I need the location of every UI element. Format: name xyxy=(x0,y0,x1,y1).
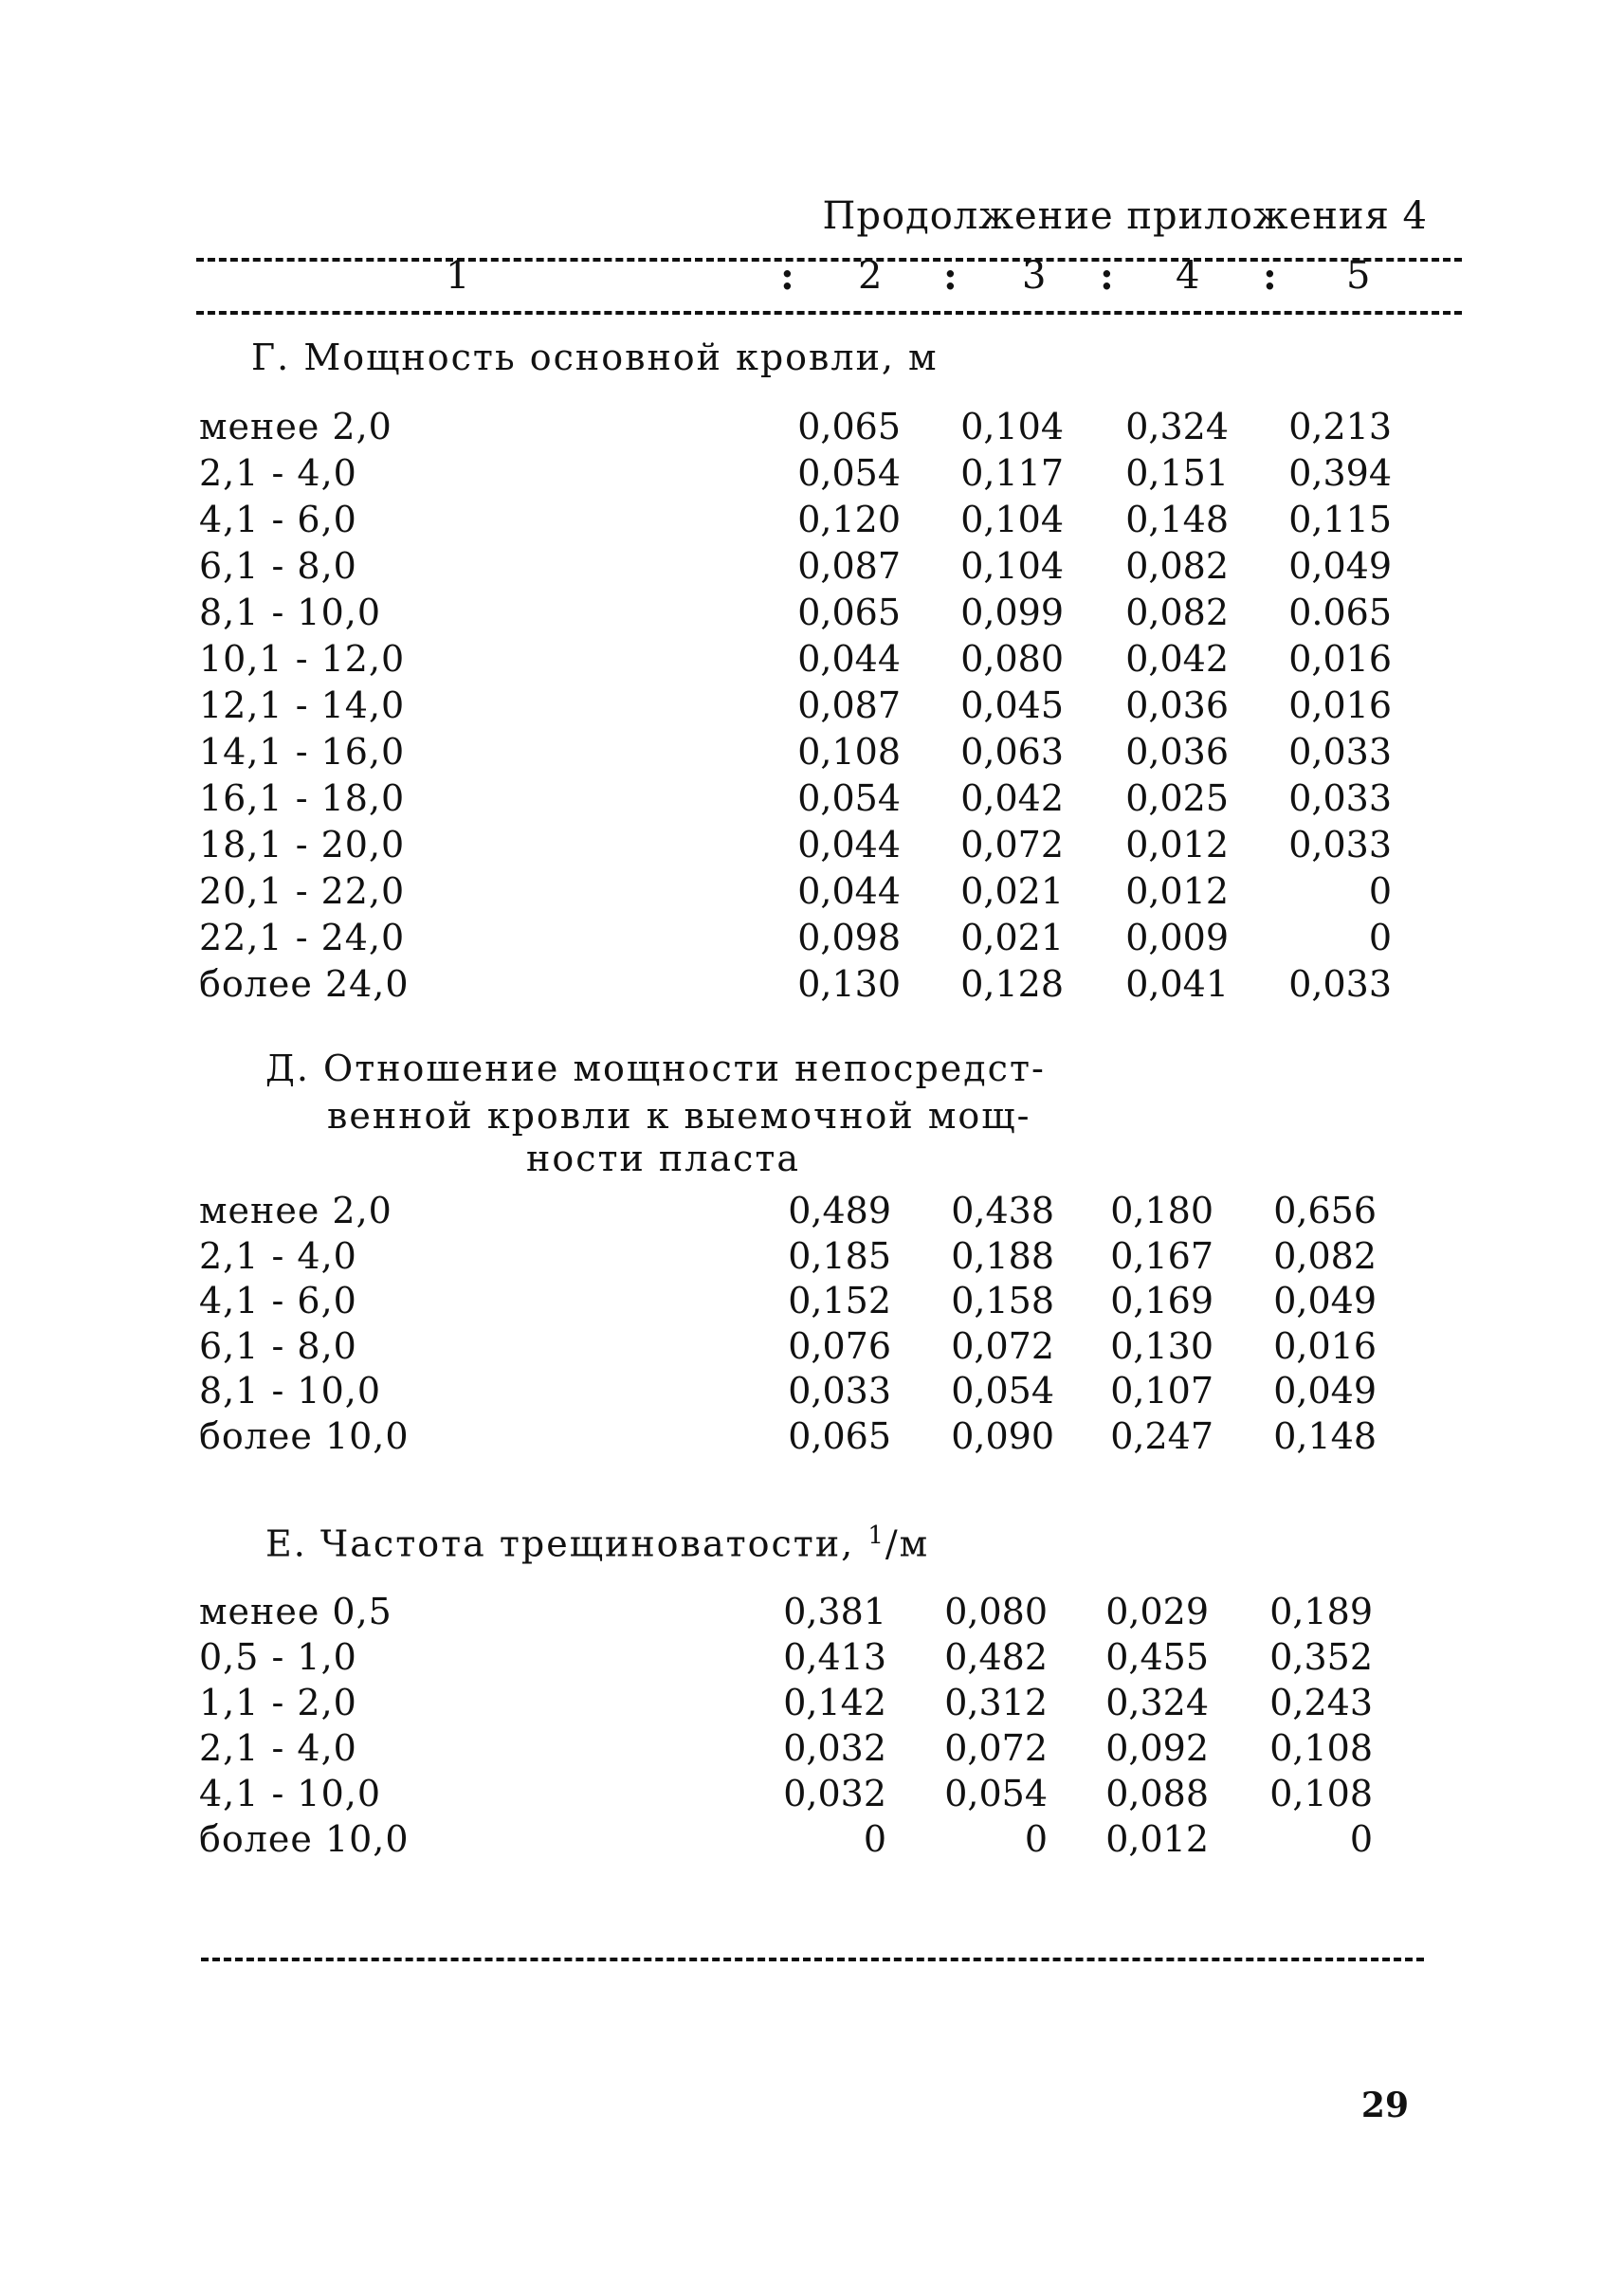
cell-col-4: 0,247 xyxy=(1110,1414,1213,1457)
table-row xyxy=(0,1682,1624,1727)
table-row xyxy=(0,406,1624,452)
cell-col-5: 0,108 xyxy=(1269,1727,1373,1769)
cell-col-2: 0,032 xyxy=(783,1773,886,1814)
row-label: более 24,0 xyxy=(199,963,410,1005)
column-number-4: 4 xyxy=(1176,254,1200,298)
row-label: 2,1 - 4,0 xyxy=(199,1234,357,1277)
cell-col-3: 0,104 xyxy=(960,406,1064,447)
table-row xyxy=(0,1370,1624,1415)
cell-col-2: 0,076 xyxy=(788,1324,891,1367)
row-label: менее 2,0 xyxy=(199,406,392,447)
cell-col-4: 0,169 xyxy=(1110,1280,1213,1322)
cell-col-2: 0 xyxy=(863,1818,886,1860)
cell-col-3: 0 xyxy=(1024,1818,1048,1860)
column-separator: : xyxy=(1100,254,1114,299)
cell-col-4: 0,324 xyxy=(1125,406,1229,447)
cell-col-5: 0 xyxy=(1368,870,1392,912)
cell-col-3: 0,080 xyxy=(960,638,1064,680)
cell-col-3: 0,042 xyxy=(960,777,1064,819)
cell-col-3: 0,482 xyxy=(944,1636,1048,1678)
cell-col-2: 0,098 xyxy=(797,917,901,958)
cell-col-4: 0,042 xyxy=(1125,638,1229,680)
column-number-2: 2 xyxy=(858,254,883,298)
cell-col-2: 0,142 xyxy=(783,1682,886,1723)
cell-col-5: 0 xyxy=(1349,1818,1373,1860)
row-label: 8,1 - 10,0 xyxy=(199,1370,382,1412)
cell-col-3: 0,128 xyxy=(960,963,1064,1005)
cell-col-2: 0,054 xyxy=(797,452,901,494)
cell-col-3: 0,072 xyxy=(960,824,1064,866)
cell-col-3: 0,104 xyxy=(960,499,1064,540)
cell-col-2: 0,489 xyxy=(788,1190,891,1231)
section-e-unit-superscript: 1 xyxy=(867,1522,885,1550)
cell-col-5: 0,213 xyxy=(1288,406,1392,447)
cell-col-3: 0,099 xyxy=(960,592,1064,633)
cell-col-4: 0,151 xyxy=(1125,452,1229,494)
table-row xyxy=(0,1190,1624,1235)
section-g-title: Г. Мощность основной кровли, м xyxy=(251,337,939,378)
row-label: 14,1 - 16,0 xyxy=(199,731,406,773)
table-row xyxy=(0,1325,1624,1371)
column-number-5: 5 xyxy=(1346,254,1371,298)
cell-col-5: 0,049 xyxy=(1273,1370,1377,1412)
cell-col-5: 0,352 xyxy=(1269,1636,1373,1678)
cell-col-2: 0,185 xyxy=(788,1234,891,1277)
cell-col-2: 0,152 xyxy=(788,1280,891,1322)
table-row xyxy=(0,824,1624,870)
table-row xyxy=(0,917,1624,963)
cell-col-4: 0,036 xyxy=(1125,684,1229,726)
cell-col-3: 0,072 xyxy=(951,1324,1054,1367)
cell-col-4: 0,167 xyxy=(1110,1234,1213,1277)
section-e-title-text: Е. Частота трещиноватости, xyxy=(265,1522,855,1565)
row-label: менее 2,0 xyxy=(199,1190,392,1231)
cell-col-4: 0,036 xyxy=(1125,731,1229,773)
cell-col-2: 0,065 xyxy=(797,406,901,447)
column-number-3: 3 xyxy=(1022,254,1047,298)
cell-col-2: 0,381 xyxy=(783,1591,886,1632)
row-label: 6,1 - 8,0 xyxy=(199,1324,357,1367)
section-e-title xyxy=(265,1522,929,1565)
section-d-rows xyxy=(0,1190,1624,1461)
column-separator: : xyxy=(780,254,794,299)
table-row xyxy=(0,592,1624,638)
section-e-unit: /м xyxy=(885,1522,930,1565)
table-row xyxy=(0,1727,1624,1773)
page-number: 29 xyxy=(1360,2086,1409,2125)
cell-col-4: 0,148 xyxy=(1125,499,1229,540)
cell-col-5: 0,108 xyxy=(1269,1773,1373,1814)
cell-col-5: 0,033 xyxy=(1288,777,1392,819)
table-row xyxy=(0,452,1624,499)
cell-col-2: 0,130 xyxy=(797,963,901,1005)
cell-col-3: 0,021 xyxy=(960,917,1064,958)
table-row xyxy=(0,1773,1624,1818)
table-row xyxy=(0,684,1624,731)
cell-col-3: 0,045 xyxy=(960,684,1064,726)
cell-col-3: 0,080 xyxy=(944,1591,1048,1632)
row-label: 18,1 - 20,0 xyxy=(199,824,406,866)
section-d-title-line-3: ности пласта xyxy=(526,1138,800,1179)
row-label: 6,1 - 8,0 xyxy=(199,545,357,587)
cell-col-3: 0,090 xyxy=(951,1414,1054,1457)
row-label: 4,1 - 10,0 xyxy=(199,1773,382,1814)
cell-col-2: 0,065 xyxy=(797,592,901,633)
cell-col-4: 0,009 xyxy=(1125,917,1229,958)
table-row xyxy=(0,499,1624,545)
cell-col-5: 0,394 xyxy=(1288,452,1392,494)
cell-col-4: 0,324 xyxy=(1105,1682,1209,1723)
row-label: 20,1 - 22,0 xyxy=(199,870,406,912)
cell-col-5: 0,049 xyxy=(1273,1280,1377,1322)
row-label: 10,1 - 12,0 xyxy=(199,638,406,680)
table-row xyxy=(0,870,1624,917)
cell-col-2: 0,065 xyxy=(788,1414,891,1457)
cell-col-3: 0,104 xyxy=(960,545,1064,587)
cell-col-5: 0,189 xyxy=(1269,1591,1373,1632)
cell-col-5: 0,115 xyxy=(1288,499,1392,540)
cell-col-5: 0,049 xyxy=(1288,545,1392,587)
table-row xyxy=(0,963,1624,1010)
column-separator: : xyxy=(943,254,958,299)
column-number-1: 1 xyxy=(446,254,470,298)
row-label: 16,1 - 18,0 xyxy=(199,777,406,819)
row-label: 2,1 - 4,0 xyxy=(199,452,357,494)
cell-col-4: 0,012 xyxy=(1125,824,1229,866)
continuation-header: Продолжение приложения 4 xyxy=(822,194,1428,238)
cell-col-5: 0.065 xyxy=(1288,592,1392,633)
cell-col-4: 0,041 xyxy=(1125,963,1229,1005)
cell-col-5: 0,148 xyxy=(1273,1414,1377,1457)
cell-col-3: 0,188 xyxy=(951,1234,1054,1277)
table-row xyxy=(0,638,1624,684)
cell-col-4: 0,455 xyxy=(1105,1636,1209,1678)
table-row xyxy=(0,1235,1624,1281)
cell-col-2: 0,044 xyxy=(797,824,901,866)
section-d-title-line-1: Д. Отношение мощности непосредст- xyxy=(265,1048,1046,1089)
cell-col-2: 0,033 xyxy=(788,1370,891,1412)
cell-col-2: 0,413 xyxy=(783,1636,886,1678)
cell-col-5: 0,243 xyxy=(1269,1682,1373,1723)
cell-col-3: 0,054 xyxy=(951,1370,1054,1412)
table-row xyxy=(0,1591,1624,1636)
table-row xyxy=(0,1636,1624,1682)
row-label: 0,5 - 1,0 xyxy=(199,1636,357,1678)
cell-col-5: 0,033 xyxy=(1288,731,1392,773)
cell-col-5: 0,016 xyxy=(1273,1324,1377,1367)
table-bottom-rule xyxy=(201,1958,1424,1961)
cell-col-3: 0,021 xyxy=(960,870,1064,912)
cell-col-5: 0,033 xyxy=(1288,963,1392,1005)
cell-col-4: 0,025 xyxy=(1125,777,1229,819)
cell-col-3: 0,063 xyxy=(960,731,1064,773)
cell-col-2: 0,120 xyxy=(797,499,901,540)
section-e-rows xyxy=(0,1591,1624,1864)
cell-col-5: 0,033 xyxy=(1288,824,1392,866)
cell-col-2: 0,087 xyxy=(797,684,901,726)
column-number-row xyxy=(0,254,1624,307)
row-label: более 10,0 xyxy=(199,1818,410,1860)
cell-col-3: 0,117 xyxy=(960,452,1064,494)
cell-col-4: 0,029 xyxy=(1105,1591,1209,1632)
table-header-rule xyxy=(196,311,1462,315)
cell-col-3: 0,072 xyxy=(944,1727,1048,1769)
cell-col-2: 0,044 xyxy=(797,638,901,680)
row-label: 8,1 - 10,0 xyxy=(199,592,382,633)
cell-col-2: 0,044 xyxy=(797,870,901,912)
cell-col-4: 0,088 xyxy=(1105,1773,1209,1814)
row-label: 22,1 - 24,0 xyxy=(199,917,406,958)
cell-col-4: 0,082 xyxy=(1125,592,1229,633)
row-label: 4,1 - 6,0 xyxy=(199,499,357,540)
row-label: 12,1 - 14,0 xyxy=(199,684,406,726)
cell-col-3: 0,438 xyxy=(951,1190,1054,1231)
cell-col-2: 0,054 xyxy=(797,777,901,819)
table-row xyxy=(0,545,1624,592)
table-row xyxy=(0,777,1624,824)
cell-col-5: 0,082 xyxy=(1273,1234,1377,1277)
cell-col-3: 0,054 xyxy=(944,1773,1048,1814)
cell-col-5: 0,656 xyxy=(1273,1190,1377,1231)
table-row xyxy=(0,1280,1624,1325)
section-g-rows xyxy=(0,406,1624,1010)
cell-col-4: 0,012 xyxy=(1125,870,1229,912)
table-row xyxy=(0,1415,1624,1461)
cell-col-2: 0,087 xyxy=(797,545,901,587)
cell-col-2: 0,108 xyxy=(797,731,901,773)
cell-col-2: 0,032 xyxy=(783,1727,886,1769)
cell-col-5: 0 xyxy=(1368,917,1392,958)
table-row xyxy=(0,1818,1624,1864)
row-label: 2,1 - 4,0 xyxy=(199,1727,357,1769)
cell-col-4: 0,180 xyxy=(1110,1190,1213,1231)
cell-col-4: 0,012 xyxy=(1105,1818,1209,1860)
table-row xyxy=(0,731,1624,777)
row-label: менее 0,5 xyxy=(199,1591,392,1632)
cell-col-4: 0,082 xyxy=(1125,545,1229,587)
column-separator: : xyxy=(1263,254,1277,299)
cell-col-4: 0,107 xyxy=(1110,1370,1213,1412)
cell-col-5: 0,016 xyxy=(1288,638,1392,680)
cell-col-3: 0,158 xyxy=(951,1280,1054,1322)
cell-col-4: 0,092 xyxy=(1105,1727,1209,1769)
cell-col-4: 0,130 xyxy=(1110,1324,1213,1367)
cell-col-3: 0,312 xyxy=(944,1682,1048,1723)
row-label: более 10,0 xyxy=(199,1414,410,1457)
cell-col-5: 0,016 xyxy=(1288,684,1392,726)
row-label: 1,1 - 2,0 xyxy=(199,1682,357,1723)
section-d-title-line-2: венной кровли к выемочной мощ- xyxy=(327,1095,1031,1137)
row-label: 4,1 - 6,0 xyxy=(199,1280,357,1322)
